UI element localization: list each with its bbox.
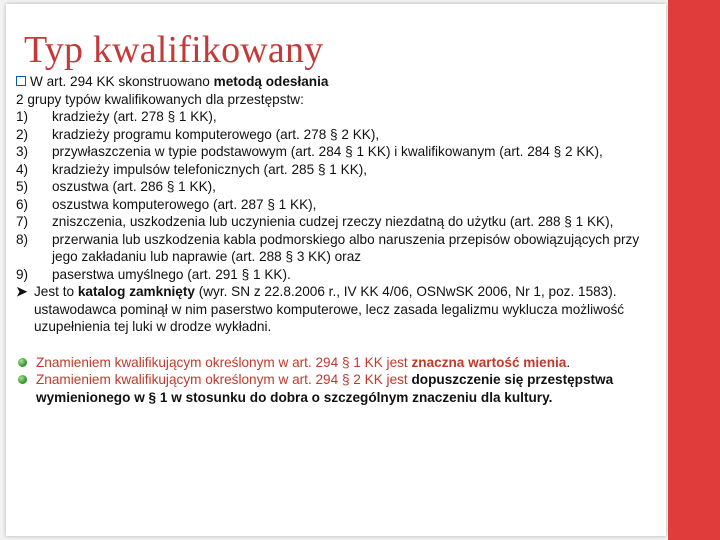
bullet-bold: znaczna wartość mienia <box>411 354 567 370</box>
list-item <box>14 143 664 161</box>
list-item-number: 7) <box>16 214 29 229</box>
list-item-text: kradzieży impulsów telefonicznych (art. 285 § 1 KK), <box>52 161 368 177</box>
list-item-number: 3) <box>16 144 29 159</box>
list-item <box>14 213 664 231</box>
checkbox-bullet-icon <box>16 76 26 86</box>
list-item-number: 8) <box>16 231 29 247</box>
list-item-number: 4) <box>16 161 29 177</box>
list-item-number: 9) <box>16 266 29 282</box>
bullet-item <box>16 371 664 406</box>
list-item-text: kradzieży programu komputerowego (art. 278 § 2 KK), <box>52 126 380 142</box>
bullet-prefix: Znamieniem kwalifikującym określonym w art. 294 § 2 KK jest <box>36 372 412 387</box>
list-item-text: przerwania lub uszkodzenia kabla podmorskiego albo naruszenia przepisów obowiązujących przy jego zakładaniu lub naprawie (art. 288 § 3 KK) oraz <box>52 231 640 264</box>
spacer <box>14 336 664 354</box>
conclusion-prefix: Jest to <box>34 284 78 299</box>
list-item-number: 1) <box>16 109 29 124</box>
green-dot-icon <box>18 375 27 384</box>
list-item-text: przywłaszczenia w typie podstawowym (art. 284 § 1 KK) i kwalifikowanym (art. 284 § 2 KK), <box>52 144 603 159</box>
list-item-text: kradzieży (art. 278 § 1 KK), <box>52 109 217 124</box>
arrow-bullet-icon: ➤ <box>16 284 28 299</box>
conclusion-bold: katalog zamknięty <box>77 284 195 299</box>
intro-line <box>14 73 664 91</box>
list-item <box>14 196 664 214</box>
bullet-text <box>36 371 664 406</box>
list-item-number: 6) <box>16 196 29 212</box>
list-item <box>14 266 664 284</box>
slide-title: Typ kwalifikowany <box>24 29 324 71</box>
intro-text <box>30 73 328 91</box>
bullet-item <box>16 354 664 372</box>
conclusion-text <box>34 283 664 336</box>
list-item <box>14 126 664 144</box>
list-item-number: 2) <box>16 126 29 142</box>
green-dot-icon <box>18 358 27 367</box>
bullet-bold: dopuszczenie się przestępstwa wymienionego w § 1 w stosunku do dobra o szczególnym znaczeniu dla kultury. <box>36 372 614 405</box>
list-item <box>14 178 664 196</box>
list-item-text: zniszczenia, uszkodzenia lub uczynienia cudzej rzeczy niezdatną do użytku (art. 288 § 1 KK), <box>52 214 614 229</box>
bullet-suffix: . <box>566 354 571 370</box>
list-item <box>14 231 664 266</box>
intro-prefix: W art. 294 KK skonstruowano <box>30 74 214 89</box>
intro-bold: metodą odesłania <box>213 74 329 89</box>
bullet-text <box>36 354 664 372</box>
conclusion-rest: (wyr. SN z 22.8.2006 r., IV KK 4/06, OSNwSK 2006, Nr 1, poz. 1583). ustawodawca pominął w nim paserstwo komputerowe, lecz zasada legalizmu wyklucza możliwość uzupełnienia tej luki w drodze wykładni. <box>34 284 625 334</box>
list-item-number: 5) <box>16 179 29 194</box>
slide-body <box>14 73 664 406</box>
conclusion <box>16 283 664 336</box>
list-item-text: oszustwa (art. 286 § 1 KK), <box>52 179 216 194</box>
list-item <box>14 161 664 179</box>
list-item-text: oszustwa komputerowego (art. 287 § 1 KK), <box>52 196 317 212</box>
list-item <box>14 108 664 126</box>
bullet-prefix: Znamieniem kwalifikującym określonym w art. 294 § 1 KK jest <box>36 354 412 370</box>
list-item-text: paserstwa umyślnego (art. 291 § 1 KK). <box>52 266 291 282</box>
accent-bar <box>668 0 720 540</box>
subheading: 2 grupy typów kwalifikowanych dla przestępstw: <box>16 91 304 107</box>
offence-list <box>14 108 664 283</box>
